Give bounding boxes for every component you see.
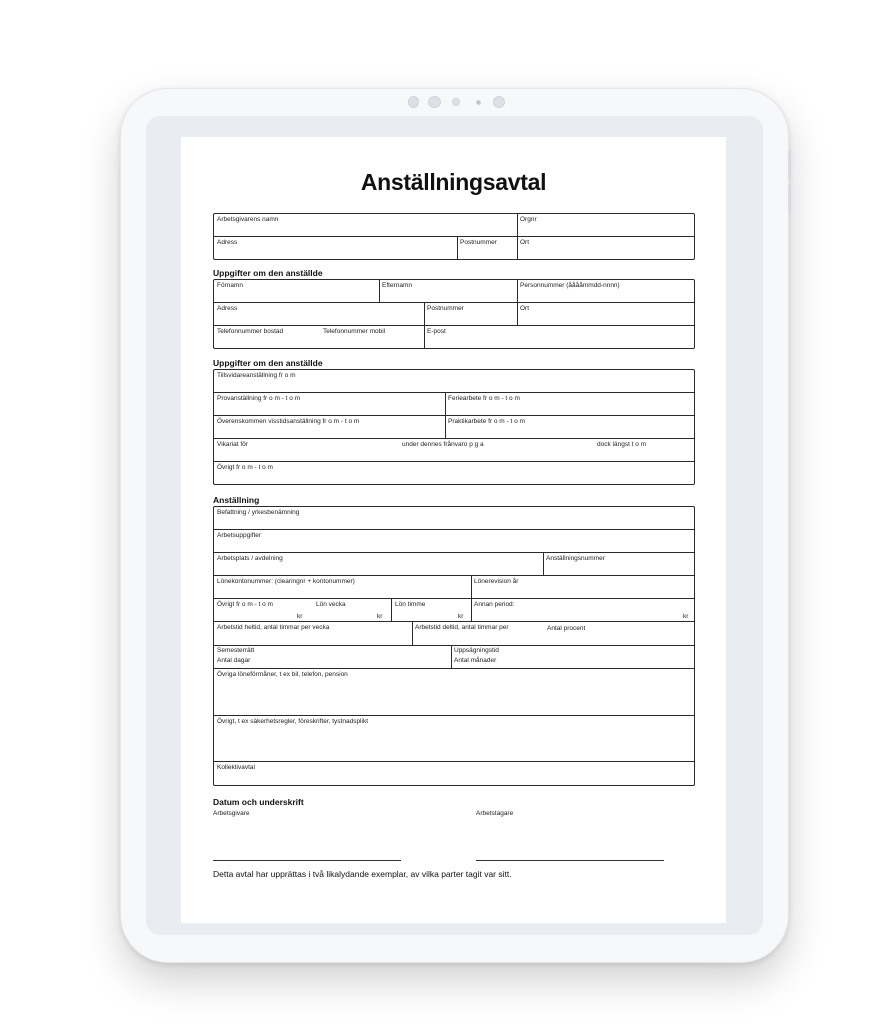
other-from-label: Övrigt fr o m - t o m: [217, 601, 273, 608]
kr-label: kr: [458, 613, 464, 620]
position-label: Befattning / yrkesbenämning: [217, 509, 300, 516]
employer-address-label: Adress: [217, 239, 238, 246]
duties-label: Arbetsuppgifter: [217, 532, 262, 539]
email-label: E-post: [427, 328, 446, 335]
employer-box: [213, 213, 695, 260]
employee-signature-line[interactable]: [476, 860, 664, 861]
longest-label: dock längst t o m: [597, 441, 647, 448]
fulltime-label: Arbetstid heltid, antal timmar per vecka: [217, 624, 330, 631]
employee-signature-label: Arbetstagare: [476, 810, 514, 817]
vacation-label: Semesterrätt: [217, 647, 255, 654]
fixed-term-label: Överenskommen visstidsanställning fr o m - t o m: [217, 418, 360, 425]
sensor-dot: [493, 96, 505, 108]
phone-home-label: Telefonnummer bostad: [217, 328, 284, 335]
volume-button: [788, 184, 791, 214]
vacation-work-label: Feriearbete fr o m - t o m: [448, 395, 520, 402]
salary-review-label: Lönerevision år: [474, 578, 519, 585]
orgnr-label: Orgnr: [520, 216, 537, 223]
internship-label: Praktikarbete fr o m - t o m: [448, 418, 525, 425]
percent-label: Antal procent: [547, 625, 586, 632]
sensor-dot: [476, 100, 481, 105]
employer-name-label: Arbetsgivarens namn: [217, 216, 279, 223]
hourly-salary-label: Lön timme: [395, 601, 426, 608]
kr-label: kr: [297, 613, 303, 620]
sensor-dot: [428, 96, 441, 108]
probation-label: Provanställning fr o m - t o m: [217, 395, 301, 402]
employee-box: [213, 279, 695, 349]
permanent-label: Tillsvidareanställning fr o m: [217, 372, 296, 379]
employer-signature-line[interactable]: [213, 860, 401, 861]
other-period-salary-label: Annan period:: [474, 601, 515, 608]
kr-label: kr: [377, 613, 383, 620]
employee-postnr-label: Postnummer: [427, 305, 464, 312]
workplace-label: Arbetsplats / avdelning: [217, 555, 283, 562]
document-page: [181, 137, 726, 923]
employee-city-label: Ort: [520, 305, 530, 312]
kr-label: kr: [683, 613, 689, 620]
camera-icon: [452, 98, 460, 106]
lastname-label: Efternamn: [382, 282, 412, 289]
firstname-label: Förnamn: [217, 282, 244, 289]
employee-address-label: Adress: [217, 305, 238, 312]
employment-type-box: [213, 369, 695, 485]
collective-label: Kollektivavtal: [217, 764, 255, 771]
weekly-salary-label: Lön vecka: [316, 601, 346, 608]
notice-months-label: Antal månader: [454, 657, 497, 664]
employer-city-label: Ort: [520, 239, 530, 246]
account-label: Lönekontonummer: (clearingnr + kontonummer): [217, 578, 355, 585]
signature-heading: Datum och underskrift: [213, 797, 304, 807]
sensor-dot: [408, 96, 419, 108]
footer-note: Detta avtal har upprättas i två likalydande exemplar, av vilka parter tagit var sitt.: [213, 869, 512, 879]
employment-heading: Anställning: [213, 495, 260, 505]
parttime-label: Arbetstid deltid, antal timmar per: [415, 624, 509, 631]
other-rules-label: Övrigt, t ex säkerhetsregler, föreskrifter, tystnadsplikt: [217, 718, 369, 725]
employment-box: [213, 506, 695, 786]
absence-label: under dennes frånvaro p g a: [402, 441, 484, 448]
personnr-label: Personnummer (ååååmmdd-nnnn): [520, 282, 620, 289]
employer-signature-label: Arbetsgivare: [213, 810, 250, 817]
other-period-label: Övrigt fr o m - t o m: [217, 464, 273, 471]
vacation-days-label: Antal dagar: [217, 657, 251, 664]
notice-label: Uppsägningstid: [454, 647, 499, 654]
employment-number-label: Anställningsnummer: [546, 555, 605, 562]
benefits-label: Övriga löneförmåner, t ex bil, telefon, pension: [217, 671, 348, 678]
employee-heading: Uppgifter om den anställde: [213, 268, 323, 278]
employer-postnr-label: Postnummer: [460, 239, 497, 246]
document-title: Anställningsavtal: [360, 169, 547, 195]
volume-button: [788, 149, 791, 179]
substitute-label: Vikariat för: [217, 441, 248, 448]
employment-type-heading: Uppgifter om den anställde: [213, 358, 323, 368]
phone-mobile-label: Telefonnummer mobil: [323, 328, 386, 335]
